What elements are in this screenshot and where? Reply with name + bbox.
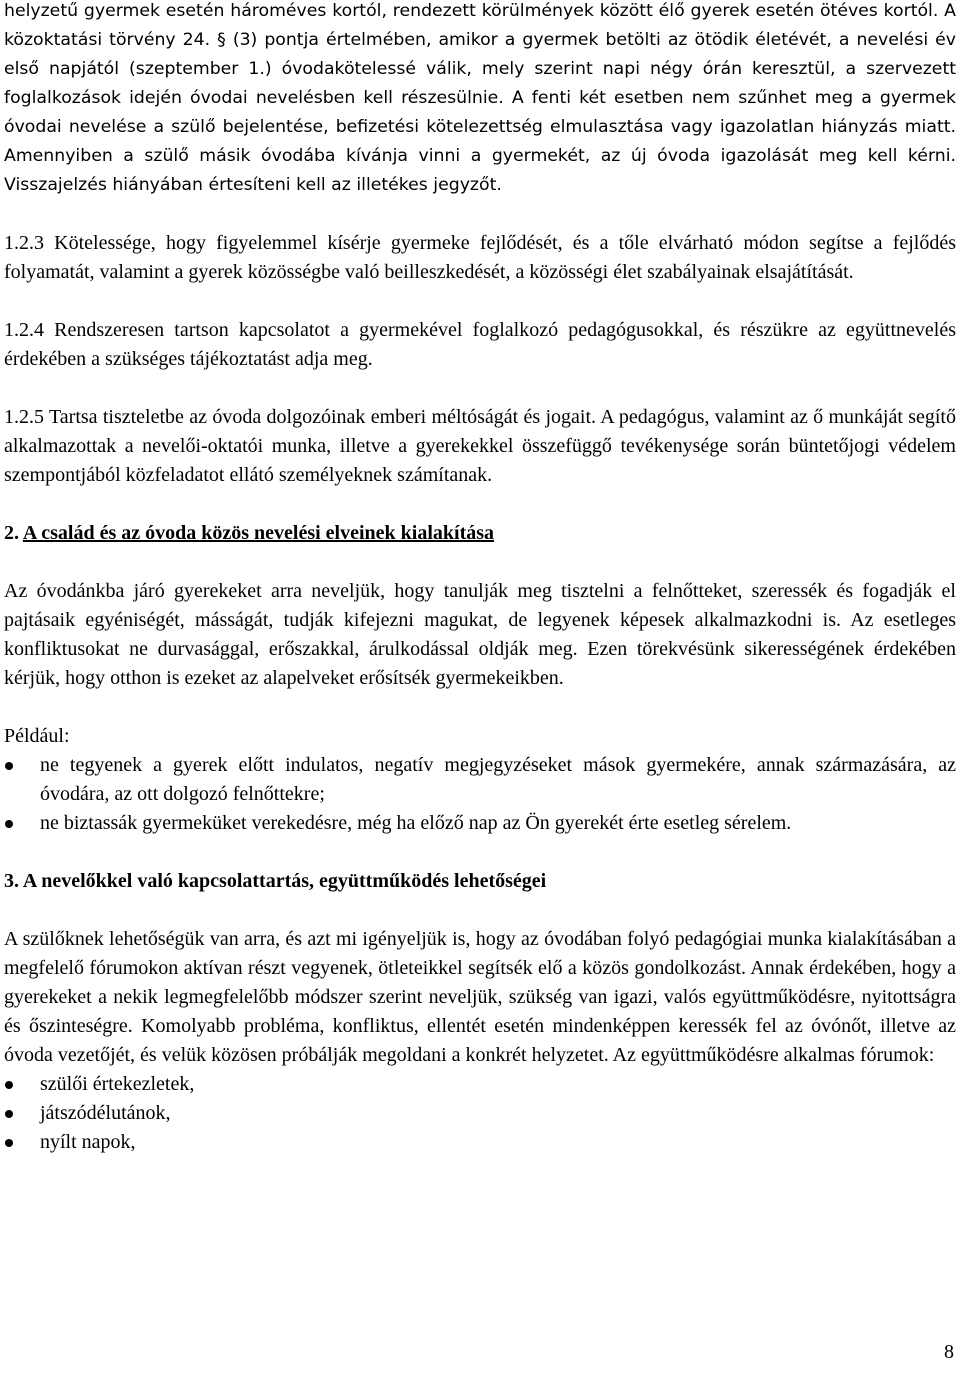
paragraph-1-2-4: 1.2.4 Rendszeresen tartson kapcsolatot a gyermekével foglalkozó pedagógusokkal, és részükre az együttnevelés érdekében a szükséges tájékoztatást adja meg. <box>4 319 956 370</box>
intro-text-2: A fenti két esetben nem szűnhet meg a gyermek óvodai nevelése a szülő bejelentése, befizetési kötelezettség elmulasztása vagy igazolatlan hiányzás miatt. <box>4 88 956 137</box>
intro-paragraph <box>4 0 956 200</box>
section-2-bullet-list <box>4 751 956 838</box>
section-2-number: 2. <box>4 522 19 544</box>
section-3-heading <box>4 867 956 896</box>
bullet-icon <box>5 762 13 770</box>
example-label: Például: <box>4 725 70 747</box>
intro-text-3: Amennyiben a szülő másik óvodába kívánja vinni a gyermekét, az új óvoda igazolását meg kell kérni. Visszajelzés hiányában értesíteni kell az illetékes jegyzőt. <box>4 146 956 195</box>
list-item <box>4 1070 956 1099</box>
section-3-bullet-list <box>4 1070 956 1157</box>
section-3-number: 3. <box>4 870 19 892</box>
bullet-icon <box>5 1081 13 1089</box>
spacer <box>4 200 956 229</box>
spacer <box>4 287 956 316</box>
spacer <box>4 838 956 867</box>
spacer <box>4 896 956 925</box>
paragraph-1-2-5: 1.2.5 Tartsa tiszteletbe az óvoda dolgozóinak emberi méltóságát és jogait. A pedagógus, valamint az ő munkáját segítő alkalmazottak a nevelői-oktatói munka, illetve a gyerekekkel összefüggő tevékenysége során büntetőjogi védelem szempontjából közfeladatot ellátó személyeknek számítanak. <box>4 406 956 486</box>
list-item <box>4 1099 956 1128</box>
list-item <box>4 1128 956 1157</box>
list-item-text: játszódélutánok, <box>40 1102 171 1124</box>
bullet-icon <box>5 1110 13 1118</box>
section-3-paragraph: A szülőknek lehetőségük van arra, és azt mi igényeljük is, hogy az óvodában folyó pedagógiai munka kialakításában a megfelelő fórumokon aktívan részt vegyenek, ötleteikkel segítsék elő a közös gondolkozást. Annak érdekében, hogy a gyerekeket a nekik legmegfelelőbb módszer szerint neveljük, szükség van igazi, valós együttműködésre, nyitottságra és őszinteségre. Komolyabb probléma, konfliktus, ellentét esetén mindenképpen keressék fel az óvónőt, illetve az óvoda vezetőjét, és velük közösen próbálják megoldani a konkrét helyzetet. Az együttműködésre alkalmas fórumok: <box>4 928 956 1066</box>
section-2-heading <box>4 519 956 548</box>
intro-text-1: helyzetű gyermek esetén hároméves kortól, rendezett körülmények között élő gyerek esetén ötéves kortól. A közoktatási törvény 24. § (3) pontja értelmében, amikor a gyermek betölti az ötödik életévét, a nevelési év első napjától (szeptember 1.) óvodakötelessé válik, mely szerint napi négy órán keresztül, a szervezett foglalkozások idején óvodai nevelésben kell részesülnie. <box>4 1 956 108</box>
list-item <box>4 809 956 838</box>
spacer <box>4 548 956 577</box>
list-item <box>4 751 956 809</box>
page-number: 8 <box>944 1341 954 1363</box>
section-2-title: A család és az óvoda közös nevelési elveinek kialakítása <box>22 522 495 544</box>
section-2-paragraph: Az óvodánkba járó gyerekeket arra neveljük, hogy tanulják meg tisztelni a felnőtteket, szeressék és fogadják el pajtásaik egyéniségét, másságát, tudják kifejezni magukat, de legyenek képesek alkalmazkodni is. Az esetleges konfliktusokat ne durvasággal, erőszakkal, árulkodással oldják meg. Ezen törekvésünk sikerességének érdekében kérjük, hogy otthon is ezeket az alapelveket erősítsék gyermekeikben. <box>4 580 956 689</box>
bullet-icon <box>5 1139 13 1147</box>
section-3-title: A nevelőkkel való kapcsolattartás, együttműködés lehetőségei <box>22 870 547 892</box>
bullet-icon <box>5 820 13 828</box>
spacer <box>4 693 956 722</box>
list-item-text: nyílt napok, <box>40 1131 136 1153</box>
document-page <box>4 0 956 1157</box>
list-item-text: ne biztassák gyermeküket verekedésre, még ha előző nap az Ön gyerekét érte esetleg sérelem. <box>40 812 792 834</box>
spacer <box>4 374 956 403</box>
spacer <box>4 490 956 519</box>
list-item-text: ne tegyenek a gyerek előtt indulatos, negatív megjegyzéseket mások gyermekére, annak származására, az óvodára, az ott dolgozó felnőttekre; <box>40 754 956 805</box>
paragraph-1-2-3: 1.2.3 Kötelessége, hogy figyelemmel kísérje gyermeke fejlődését, és a tőle elvárható módon segítse a fejlődés folyamatát, valamint a gyerek közösségbe való beilleszkedését, a közösségi élet szabályainak elsajátítását. <box>4 232 956 283</box>
list-item-text: szülői értekezletek, <box>40 1073 195 1095</box>
